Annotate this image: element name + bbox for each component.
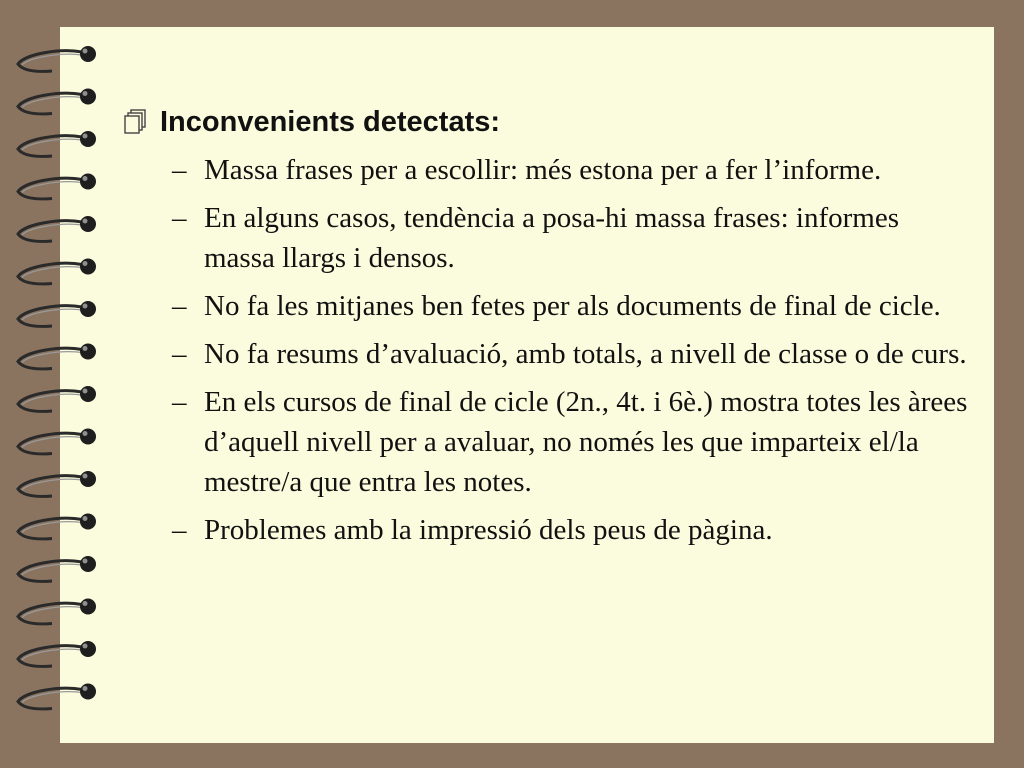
bullet-dash: – [172, 290, 187, 322]
spiral-ring [18, 344, 96, 369]
spiral-ring [18, 216, 96, 241]
bullet-item [172, 198, 972, 278]
spiral-ring [18, 471, 96, 496]
spiral-binding [0, 30, 110, 730]
heading-row [122, 100, 500, 144]
spiral-ring [18, 174, 96, 199]
spiral-ring [18, 641, 96, 666]
spiral-ring [18, 259, 96, 284]
spiral-ring [18, 514, 96, 539]
bullet-list [172, 150, 972, 558]
spiral-ring [18, 599, 96, 624]
bullet-dash: – [172, 338, 187, 370]
bullet-dash: – [172, 514, 187, 546]
stacked-pages-icon [122, 109, 148, 135]
bullet-dash: – [172, 202, 187, 234]
bullet-text: Massa frases per a escollir: més estona per a fer l’informe. [204, 154, 882, 186]
spiral-ring [18, 556, 96, 581]
bullet-text: En alguns casos, tendència a posa-hi massa frases: informes massa llargs i densos. [204, 202, 899, 274]
bullet-item [172, 510, 972, 550]
spiral-ring [18, 684, 96, 709]
bullet-dash: – [172, 386, 187, 418]
spiral-ring [18, 386, 96, 411]
spiral-ring [18, 46, 96, 71]
bullet-text: Problemes amb la impressió dels peus de pàgina. [204, 514, 773, 546]
bullet-text: No fa les mitjanes ben fetes per als documents de final de cicle. [204, 290, 941, 322]
bullet-text: En els cursos de final de cicle (2n., 4t. i 6è.) mostra totes les àrees d’aquell nivell per a avaluar, no només les que imparteix el/la mestre/a que entra les notes. [204, 386, 968, 498]
bullet-text: No fa resums d’avaluació, amb totals, a nivell de classe o de curs. [204, 338, 967, 370]
spiral-ring [18, 89, 96, 114]
bullet-item [172, 286, 972, 326]
spiral-ring [18, 131, 96, 156]
bullet-item [172, 382, 972, 502]
slide-heading: Inconvenients detectats: [160, 105, 501, 138]
bullet-item [172, 150, 972, 190]
bullet-item [172, 334, 972, 374]
bullet-dash: – [172, 154, 187, 186]
spiral-ring [18, 301, 96, 326]
spiral-ring [18, 429, 96, 454]
